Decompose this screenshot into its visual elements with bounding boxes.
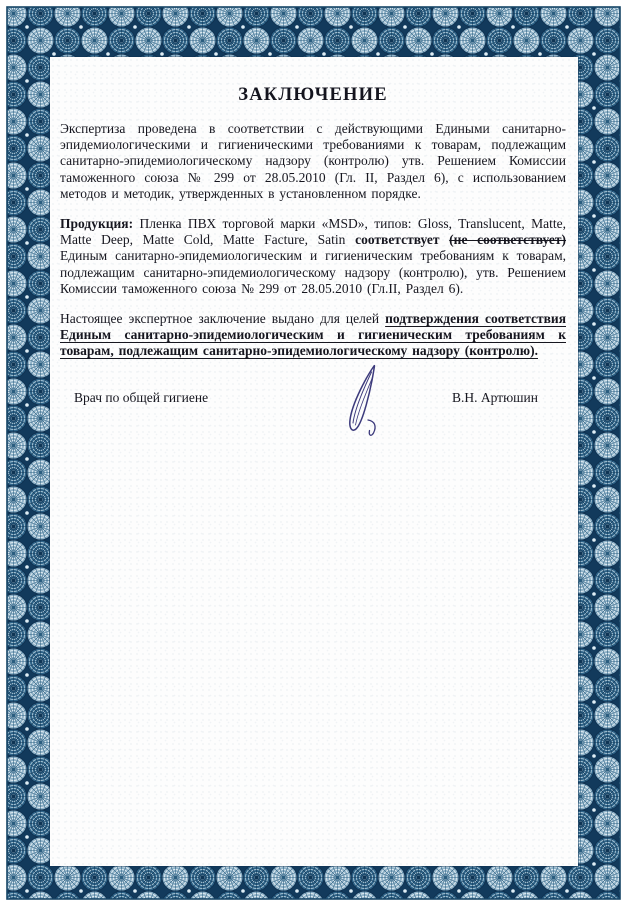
purpose-paragraph xyxy=(60,311,566,360)
not-corresponds-struck-text: (не соответствует) xyxy=(449,232,567,248)
signatory-position: Врач по общей гигиене xyxy=(74,389,209,405)
product-text-before: Пленка ПВХ торговой марки «MSD», типов: Gloss, Translucent, Matte, Matte Deep, Matte Cold, Matte Facture, Satin xyxy=(60,216,566,248)
product-text-after: Единым санитарно-эпидемиологическим и гигиеническим требованиям к товарам, подлежащим санитарно-эпидемиологическому надзору (контролю), утв. Решением Комиссии таможенного союза № 299 от 28.05.2010 (Гл.II, Раздел 6). xyxy=(60,248,566,296)
expertise-paragraph: Экспертиза проведена в соответствии с действующими Едиными санитарно-эпидемиологическими и гигиеническими требованиями к товарам, подлежащим санитарно-эпидемиологическому надзору (контролю) утв. Решением Комиссии таможенного союза № 299 от 28.05.2010 (Гл. II, Раздел 6), с использованием методов и методик, утвержденных в установленном порядке. xyxy=(60,121,566,201)
product-paragraph xyxy=(60,216,566,297)
signature-block xyxy=(60,390,566,406)
document-body xyxy=(50,57,578,866)
signatory-name: В.Н. Артюшин xyxy=(451,389,538,405)
purpose-underlined-text: подтверждения соответствия Единым санитарно-эпидемиологическим и гигиеническим требованиям к товарам, подлежащим санитарно-эпидемиологическому надзору (контролю). xyxy=(60,311,566,359)
purpose-text-before: Настоящее экспертное заключение выдано для целей xyxy=(60,311,386,327)
document-title: ЗАКЛЮЧЕНИЕ xyxy=(238,85,388,105)
corresponds-text: соответствует xyxy=(355,232,450,248)
product-label: Продукция: xyxy=(60,216,134,232)
